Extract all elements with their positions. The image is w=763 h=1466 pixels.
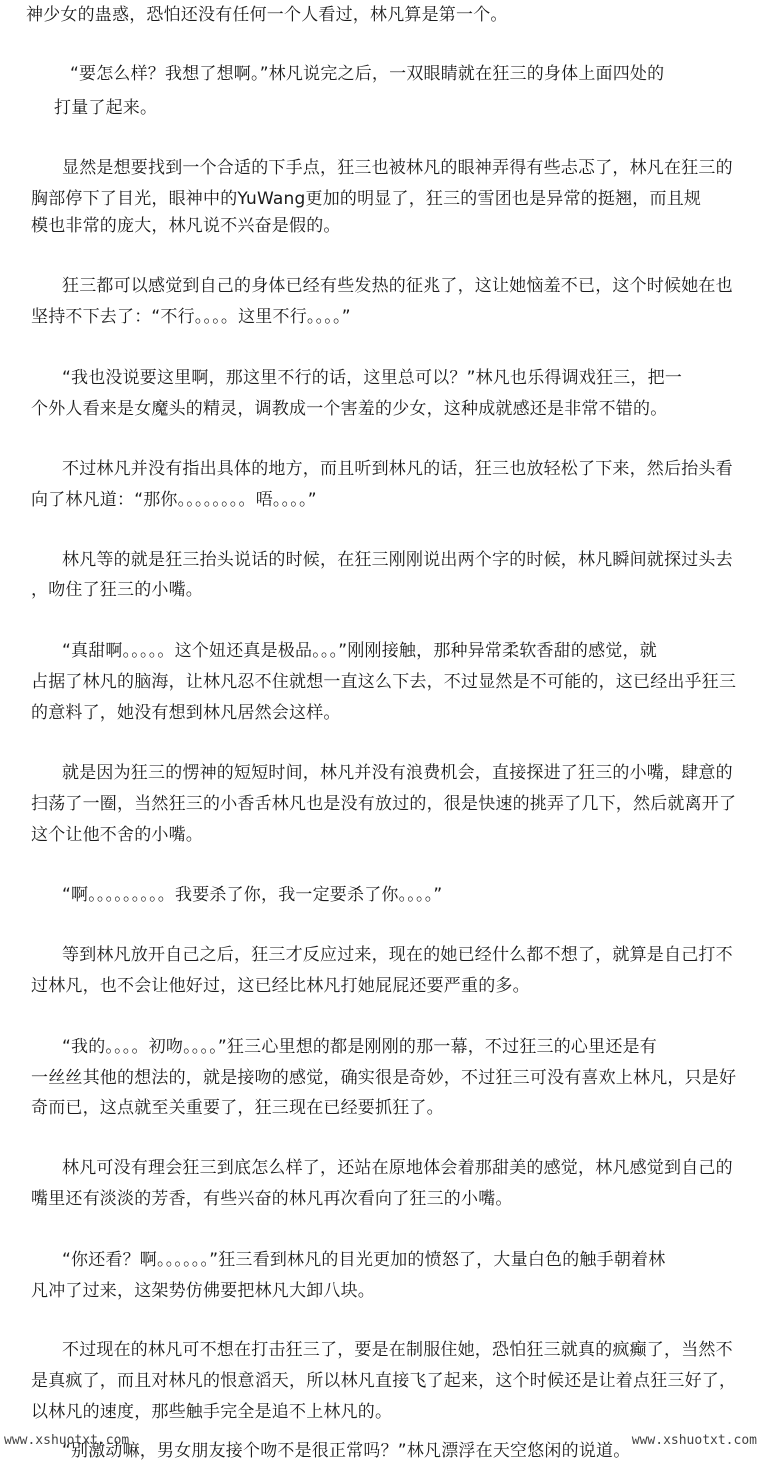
text-line: “要怎么样？我想了想啊。”林凡说完之后，一双眼睛就在狂三的身体上面四处的 <box>70 64 665 84</box>
text-line: “我的。。。。初吻。。。。”狂三心里想的都是刚刚的那一幕，不过狂三的心里还是有 <box>62 1037 657 1057</box>
text-line: “啊。。。。。。。。。我要杀了你，我一定要杀了你。。。。” <box>62 885 443 905</box>
text-line: 以林凡的速度，那些触手完全是追不上林凡的。 <box>31 1402 393 1422</box>
text-line: 模也非常的庞大，林凡说不兴奋是假的。 <box>31 216 341 236</box>
text-line: 个外人看来是女魔头的精灵，调教成一个害羞的少女，这种成就感还是非常不错的。 <box>31 399 668 419</box>
text-line: 嘴里还有淡淡的芳香，有些兴奋的林凡再次看向了狂三的小嘴。 <box>31 1189 513 1209</box>
text-line: 这个让他不舍的小嘴。 <box>31 825 203 845</box>
watermark-left: www.xshuotxt.com <box>4 1433 130 1448</box>
text-line: “你还看？啊。。。。。。”狂三看到林凡的目光更加的愤怒了，大量白色的触手朝着林 <box>62 1250 666 1270</box>
watermark-right: www.xshuotxt.com <box>631 1433 757 1448</box>
text-line: 的意料了，她没有想到林凡居然会这样。 <box>31 703 341 723</box>
text-line: 林凡可没有理会狂三到底怎么样了，还站在原地体会着那甜美的感觉，林凡感觉到自己的 <box>62 1158 733 1178</box>
text-line: “真甜啊。。。。。这个妞还真是极品。。。”刚刚接触，那种异常柔软香甜的感觉，就 <box>62 641 657 661</box>
text-line: 是真疯了，而且对林凡的恨意滔天，所以林凡直接飞了起来，这个时候还是让着点狂三好了， <box>31 1371 737 1391</box>
text-line: 向了林凡道：“那你。。。。。。。。唔。。。。” <box>31 490 317 510</box>
text-line: 不过林凡并没有指出具体的地方，而且听到林凡的话，狂三也放轻松了下来，然后抬头看 <box>62 459 733 479</box>
text-line: 坚持不下去了：“不行。。。。这里不行。。。。” <box>31 307 351 327</box>
text-line: 一丝丝其他的想法的，就是接吻的感觉，确实很是奇妙，不过狂三可没有喜欢上林凡，只是好 <box>31 1068 737 1088</box>
text-line: “我也没说要这里啊，那这里不行的话，这里总可以？”林凡也乐得调戏狂三，把一 <box>62 368 683 388</box>
text-line: 凡冲了过来，这架势仿佛要把林凡大卸八块。 <box>31 1281 375 1301</box>
text-line: 奇而已，这点就至关重要了，狂三现在已经要抓狂了。 <box>31 1098 444 1118</box>
text-line: 扫荡了一圈，当然狂三的小香舌林凡也是没有放过的，很是快速的挑弄了几下，然后就离开了 <box>31 794 737 814</box>
text-line: ，吻住了狂三的小嘴。 <box>31 580 203 600</box>
text-line: 过林凡，也不会让他好过，这已经比林凡打她屁屁还要严重的多。 <box>31 976 530 996</box>
text-line: 打量了起来。 <box>54 98 158 118</box>
text-line: 不过现在的林凡可不想在打击狂三了，要是在制服住她，恐怕狂三就真的疯癫了，当然不 <box>62 1340 733 1360</box>
text-line: 占据了林凡的脑海，让林凡忍不住就想一直这么下去，不过显然是不可能的，这已经出乎狂三 <box>31 672 737 692</box>
text-line: 胸部停下了目光，眼神中的YuWang更加的明显了，狂三的雪团也是异常的挺翘，而且规 <box>31 189 702 209</box>
text-line: 林凡等的就是狂三抬头说话的时候，在狂三刚刚说出两个字的时候，林凡瞬间就探过头去 <box>62 550 733 570</box>
text-line: 神少女的蛊惑，恐怕还没有任何一个人看过，林凡算是第一个。 <box>26 5 508 25</box>
text-line: 显然是想要找到一个合适的下手点，狂三也被林凡的眼神弄得有些忐忑了，林凡在狂三的 <box>62 158 733 178</box>
text-line: 狂三都可以感觉到自己的身体已经有些发热的征兆了，这让她恼羞不已，这个时候她在也 <box>62 276 733 296</box>
text-line: 就是因为狂三的愣神的短短时间，林凡并没有浪费机会，直接探进了狂三的小嘴，肆意的 <box>62 763 733 783</box>
text-line: “别激动嘛，男女朋友接个吻不是很正常吗？”林凡漂浮在天空悠闲的说道。 <box>62 1441 631 1461</box>
text-line: 等到林凡放开自己之后，狂三才反应过来，现在的她已经什么都不想了，就算是自己打不 <box>62 945 733 965</box>
